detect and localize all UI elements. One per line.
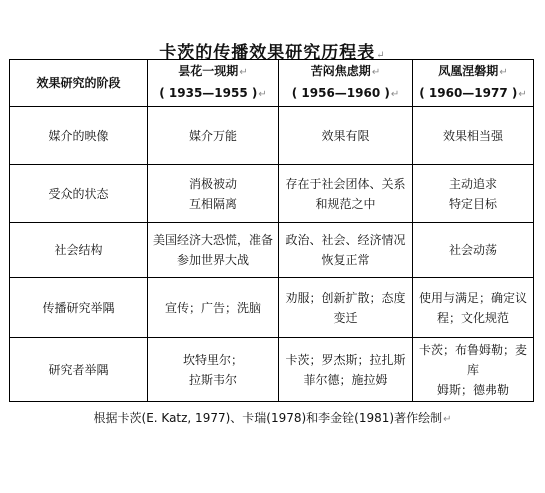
row-label: 受众的状态 (48, 186, 109, 201)
cell-line (416, 380, 530, 400)
row-label: 传播研究举隅 (42, 300, 115, 315)
table-row (10, 223, 534, 278)
row-label-cell (10, 165, 148, 223)
cell-text: 政治、社会、经济情况 (285, 233, 406, 247)
row-label-cell (10, 107, 148, 165)
cell-line (151, 350, 275, 370)
cell-text: 菲尔德；施拉姆 (303, 372, 388, 387)
cell-text: 效果相当强 (442, 128, 503, 143)
table-row (10, 107, 534, 165)
paragraph-mark-icon: ↵ (518, 89, 527, 100)
row-label: 社会结构 (54, 243, 103, 257)
period-years-text: ( 1960—1977 ) (419, 86, 518, 100)
header-row (10, 60, 534, 107)
cell-text: 媒介万能 (188, 128, 237, 143)
cell-line (282, 194, 409, 214)
cell-text: 卡茨；罗杰斯；拉扎斯 (285, 352, 406, 367)
header-stage-label: 效果研究的阶段 (36, 76, 121, 90)
cell-text: 消极被动 (188, 176, 237, 191)
cell-line (416, 308, 530, 328)
source-caption (0, 409, 545, 426)
cell-text: 变迁 (333, 310, 358, 325)
row-label-cell (10, 338, 148, 402)
cell-text: 互相隔离 (188, 196, 237, 211)
cell-line (151, 194, 275, 214)
cell-line (282, 370, 409, 390)
cell-text: 宣传；广告；洗脑 (164, 300, 261, 315)
cell-text: 参加世界大战 (176, 253, 249, 267)
table-cell (279, 107, 413, 165)
cell-text: 和规范之中 (315, 196, 376, 211)
table-cell (148, 278, 279, 338)
cell-text: 特定目标 (448, 196, 497, 211)
cell-line (416, 174, 530, 194)
table-body (10, 60, 534, 402)
paragraph-mark-icon: ↵ (390, 89, 400, 100)
header-period-cell (148, 60, 279, 107)
research-history-table (9, 59, 534, 402)
period-years-text: ( 1935—1955 ) (159, 86, 258, 100)
table-cell (413, 278, 534, 338)
table-cell (279, 338, 413, 402)
table-cell (148, 338, 279, 402)
cell-line (282, 250, 409, 270)
row-label: 研究者举隅 (48, 362, 109, 377)
cell-text: 程；文化规范 (436, 310, 509, 325)
table-cell (279, 165, 413, 223)
cell-line (282, 308, 409, 328)
cell-line (151, 298, 275, 318)
paragraph-mark-icon: ↵ (376, 50, 386, 61)
cell-line (416, 288, 530, 308)
table-cell (413, 223, 534, 278)
cell-text: 存在于社会团体、关系 (285, 176, 406, 191)
period-years-text: ( 1956—1960 ) (291, 86, 390, 100)
cell-line (416, 194, 530, 214)
row-label-cell (10, 223, 148, 278)
period-name-text: 昙花一现期 (178, 64, 239, 78)
cell-text: 美国经济大恐慌，准备 (152, 233, 273, 247)
table-cell (148, 165, 279, 223)
cell-line (282, 230, 409, 250)
table-row (10, 165, 534, 223)
period-name (151, 61, 275, 83)
cell-text: 姆斯；德弗勒 (436, 382, 509, 397)
table-cell (279, 223, 413, 278)
table-title-text: 卡茨的传播效果研究历程表 (159, 43, 376, 63)
table-cell (279, 278, 413, 338)
cell-text: 卡茨；布鲁姆勒；麦库 (418, 342, 527, 377)
cell-line (151, 250, 275, 270)
cell-text: 使用与满足；确定议 (418, 290, 527, 305)
cell-text: 坎特里尔； (182, 352, 243, 367)
cell-text: 拉斯韦尔 (188, 372, 237, 387)
cell-line (416, 240, 530, 260)
paragraph-mark-icon: ↵ (239, 67, 248, 78)
cell-line (416, 340, 530, 380)
table-cell (413, 107, 534, 165)
source-caption-text: 根据卡茨(E. Katz, 1977)、卡瑞(1978)和李金铨(1981)著作绘制 (93, 411, 443, 425)
cell-line (416, 126, 530, 146)
period-name-text: 凤凰涅磐期 (438, 64, 499, 78)
cell-line (151, 230, 275, 250)
row-label-cell (10, 278, 148, 338)
table-cell (413, 165, 534, 223)
table-row (10, 338, 534, 402)
cell-line (151, 126, 275, 146)
header-period-cell (413, 60, 534, 107)
period-years (151, 83, 275, 105)
period-name-text: 苦闷焦虑期 (310, 64, 371, 78)
period-years (416, 83, 530, 105)
cell-text: 社会动荡 (448, 243, 497, 257)
paragraph-mark-icon: ↵ (258, 89, 267, 100)
cell-line (282, 174, 409, 194)
cell-line (282, 288, 409, 308)
cell-line (282, 126, 409, 146)
paragraph-mark-icon: ↵ (499, 67, 508, 78)
header-period-cell (279, 60, 413, 107)
cell-line (151, 174, 275, 194)
header-stage-cell (10, 60, 148, 107)
table-cell (148, 223, 279, 278)
table-cell (413, 338, 534, 402)
paragraph-mark-icon: ↵ (371, 67, 381, 78)
cell-text: 恢复正常 (321, 253, 370, 267)
period-name (416, 61, 530, 83)
cell-line (151, 370, 275, 390)
cell-line (282, 350, 409, 370)
row-label: 媒介的映像 (48, 128, 109, 143)
paragraph-mark-icon: ↵ (443, 414, 452, 425)
period-years (282, 83, 409, 105)
cell-text: 效果有限 (321, 128, 370, 143)
cell-text: 主动追求 (448, 176, 497, 191)
cell-text: 劝服；创新扩散；态度 (285, 290, 406, 305)
table-cell (148, 107, 279, 165)
table-row (10, 278, 534, 338)
period-name (282, 61, 409, 83)
